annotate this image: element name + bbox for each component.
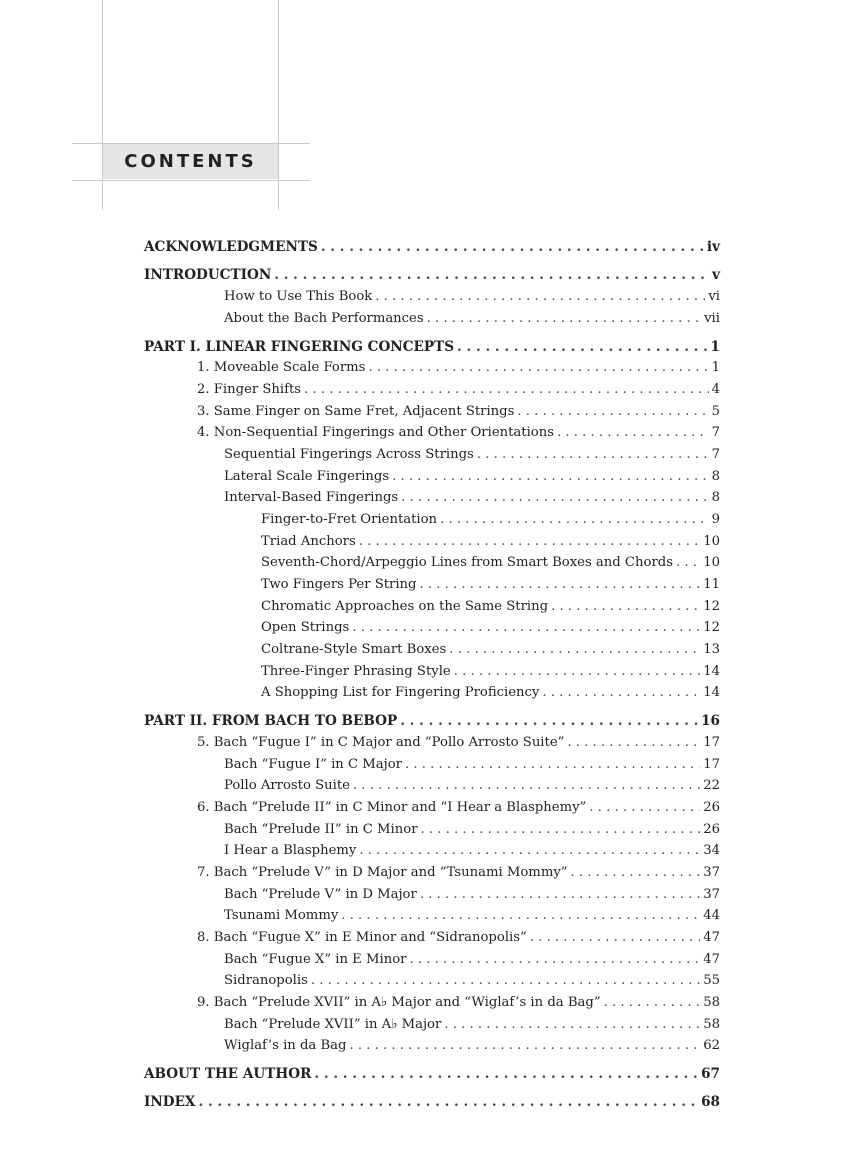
toc-entry-title: Bach “Prelude V” in D Major xyxy=(224,887,417,902)
toc-entry-title: ACKNOWLEDGMENTS xyxy=(144,239,318,255)
toc-entry xyxy=(144,337,720,357)
toc-entry xyxy=(224,906,720,926)
toc-entry xyxy=(261,553,720,573)
toc-entry-page: 10 xyxy=(703,534,720,549)
toc-entry-page: 7 xyxy=(711,447,720,462)
dot-leader xyxy=(375,287,705,307)
toc-entry-page: vii xyxy=(704,311,720,326)
toc-entry xyxy=(197,863,720,883)
dot-leader xyxy=(352,618,700,638)
dot-leader xyxy=(449,640,700,660)
toc-entry-title: Triad Anchors xyxy=(261,534,356,549)
dot-leader xyxy=(401,488,708,508)
toc-entry xyxy=(224,776,720,796)
toc-entry-title: Lateral Scale Fingerings xyxy=(224,469,390,484)
toc-entry xyxy=(224,885,720,905)
toc-entry-page: 67 xyxy=(701,1066,720,1082)
toc-entry-title: Two Fingers Per String xyxy=(261,577,417,592)
toc-entry-title: 2. Finger Shifts xyxy=(197,382,302,397)
toc-entry xyxy=(197,402,720,422)
toc-entry xyxy=(224,971,720,991)
toc-entry xyxy=(197,380,720,400)
dot-leader xyxy=(676,553,700,573)
toc-entry xyxy=(261,575,720,595)
dot-leader xyxy=(427,309,701,329)
toc-entry-page: 8 xyxy=(711,469,720,484)
toc-entry xyxy=(197,358,720,378)
toc-entry-page: 37 xyxy=(703,887,720,902)
dot-leader xyxy=(589,798,700,818)
toc-entry-title: Bach “Fugue I” in C Major xyxy=(224,757,402,772)
toc-entry xyxy=(197,423,720,443)
toc-entry-title: 8. Bach “Fugue X” in E Minor and “Sidranopolis” xyxy=(197,930,527,945)
toc-entry-title: Chromatic Approaches on the Same String xyxy=(261,599,549,614)
toc-entry-page: 22 xyxy=(703,778,720,793)
toc-entry-page: 37 xyxy=(703,865,720,880)
toc-entry-title: Wiglaf’s in da Bag xyxy=(224,1038,347,1053)
toc-entry-page: 4 xyxy=(711,382,720,397)
dot-leader xyxy=(353,776,700,796)
toc-entry xyxy=(224,467,720,487)
dot-leader xyxy=(409,950,700,970)
dot-leader xyxy=(349,1036,700,1056)
dot-leader xyxy=(420,575,701,595)
toc-entry xyxy=(261,640,720,660)
toc-entry-page: 11 xyxy=(703,577,720,592)
toc-entry xyxy=(261,618,720,638)
toc-entry-title: 5. Bach “Fugue I” in C Major and “Pollo Arrosto Suite” xyxy=(197,735,565,750)
dot-leader xyxy=(421,820,701,840)
toc-entry xyxy=(224,488,720,508)
toc-entry-page: 1 xyxy=(711,360,720,375)
toc-entry-page: iv xyxy=(706,239,720,255)
dot-leader xyxy=(454,662,701,682)
toc-entry xyxy=(224,1015,720,1035)
toc-entry xyxy=(197,733,720,753)
toc-entry-page: 17 xyxy=(703,735,720,750)
toc-entry-page: 47 xyxy=(703,930,720,945)
toc-entry xyxy=(261,597,720,617)
toc-entry xyxy=(261,532,720,552)
toc-entry xyxy=(261,662,720,682)
toc-entry xyxy=(144,237,720,257)
dot-leader xyxy=(359,841,700,861)
toc-entry xyxy=(224,841,720,861)
toc-entry-title: Seventh-Chord/Arpeggio Lines from Smart Boxes and Chords xyxy=(261,555,673,570)
toc-entry-title: Pollo Arrosto Suite xyxy=(224,778,350,793)
toc-entry-title: 6. Bach “Prelude II” in C Minor and “I Hear a Blasphemy” xyxy=(197,800,587,815)
toc-entry-title: PART II. FROM BACH TO BEBOP xyxy=(144,713,398,729)
dot-leader xyxy=(477,445,709,465)
toc-entry-title: 3. Same Finger on Same Fret, Adjacent Strings xyxy=(197,404,515,419)
toc-entry-title: Interval-Based Fingerings xyxy=(224,490,399,505)
toc-entry-page: 5 xyxy=(711,404,720,419)
toc-entry-title: Coltrane-Style Smart Boxes xyxy=(261,642,447,657)
toc-entry-title: Sequential Fingerings Across Strings xyxy=(224,447,474,462)
toc-entry-title: 7. Bach “Prelude V” in D Major and “Tsunami Mommy” xyxy=(197,865,568,880)
dot-leader xyxy=(444,1015,700,1035)
toc-entry-page: 7 xyxy=(711,425,720,440)
toc-entry-page: 47 xyxy=(703,952,720,967)
dot-leader xyxy=(321,237,704,257)
toc-entry-page: 58 xyxy=(703,1017,720,1032)
dot-leader xyxy=(530,928,700,948)
toc-entry xyxy=(144,1064,720,1084)
dot-leader xyxy=(274,265,709,285)
toc-entry xyxy=(261,683,720,703)
dot-leader xyxy=(311,971,700,991)
toc-entry-page: 44 xyxy=(703,908,720,923)
toc-entry-title: Tsunami Mommy xyxy=(224,908,339,923)
toc-entry xyxy=(224,445,720,465)
toc-entry-title: I Hear a Blasphemy xyxy=(224,843,357,858)
dot-leader xyxy=(542,683,700,703)
toc-entry-page: 17 xyxy=(703,757,720,772)
toc-entry-title: Sidranopolis xyxy=(224,973,308,988)
toc-entry-title: Finger-to-Fret Orientation xyxy=(261,512,438,527)
toc-entry-page: 1 xyxy=(710,339,720,355)
toc-entry-title: PART I. LINEAR FINGERING CONCEPTS xyxy=(144,339,455,355)
toc-entry-title: 9. Bach “Prelude XVII” in A♭ Major and “Wiglaf’s in da Bag” xyxy=(197,995,601,1010)
toc-entry xyxy=(224,309,720,329)
toc-entry xyxy=(144,1092,720,1112)
toc-entry xyxy=(144,711,720,731)
toc-entry-page: 14 xyxy=(703,685,720,700)
toc-entry-title: Bach “Prelude XVII” in A♭ Major xyxy=(224,1017,442,1032)
dot-leader xyxy=(198,1092,698,1112)
toc-entry-title: About the Bach Performances xyxy=(224,311,424,326)
dot-leader xyxy=(457,337,707,357)
toc-entry-page: 9 xyxy=(711,512,720,527)
dot-leader xyxy=(359,532,700,552)
dot-leader xyxy=(400,711,698,731)
dot-leader xyxy=(368,358,708,378)
toc-entry xyxy=(261,510,720,530)
dot-leader xyxy=(604,993,701,1013)
dot-leader xyxy=(420,885,700,905)
toc-entry-page: vi xyxy=(708,289,720,304)
toc-entry-page: 10 xyxy=(703,555,720,570)
dot-leader xyxy=(571,863,701,883)
toc-entry xyxy=(197,798,720,818)
toc-entry xyxy=(144,265,720,285)
toc-entry xyxy=(224,950,720,970)
toc-entry xyxy=(224,755,720,775)
dot-leader xyxy=(567,733,700,753)
dot-leader xyxy=(517,402,708,422)
toc-entry-page: 26 xyxy=(703,822,720,837)
toc-entry-page: 13 xyxy=(703,642,720,657)
toc-entry-page: 55 xyxy=(703,973,720,988)
toc-entry-page: 34 xyxy=(703,843,720,858)
toc-entry-page: v xyxy=(712,267,720,283)
dot-leader xyxy=(557,423,709,443)
toc-entry-title: INDEX xyxy=(144,1094,196,1110)
toc-entry-page: 14 xyxy=(703,664,720,679)
toc-entry-page: 8 xyxy=(711,490,720,505)
toc-entry-title: Open Strings xyxy=(261,620,350,635)
toc-entry xyxy=(197,928,720,948)
dot-leader xyxy=(304,380,709,400)
toc-entry-page: 12 xyxy=(703,599,720,614)
page-title: CONTENTS xyxy=(124,151,257,172)
toc-entry-title: Three-Finger Phrasing Style xyxy=(261,664,451,679)
toc-entry-title: INTRODUCTION xyxy=(144,267,272,283)
dot-leader xyxy=(405,755,700,775)
toc-entry xyxy=(224,1036,720,1056)
toc-entry-page: 26 xyxy=(703,800,720,815)
toc-entry xyxy=(197,993,720,1013)
toc-entry-page: 12 xyxy=(703,620,720,635)
toc-entry-title: How to Use This Book xyxy=(224,289,373,304)
toc-entry-page: 68 xyxy=(701,1094,720,1110)
toc-entry-title: 1. Moveable Scale Forms xyxy=(197,360,366,375)
toc-entry xyxy=(224,287,720,307)
dot-leader xyxy=(314,1064,698,1084)
toc-entry xyxy=(224,820,720,840)
toc-entry-title: A Shopping List for Fingering Proficiency xyxy=(261,685,540,700)
dot-leader xyxy=(551,597,700,617)
toc-entry-page: 62 xyxy=(703,1038,720,1053)
dot-leader xyxy=(341,906,700,926)
toc-entry-title: Bach “Fugue X” in E Minor xyxy=(224,952,407,967)
toc-entry-page: 16 xyxy=(701,713,720,729)
dot-leader xyxy=(392,467,708,487)
toc-entry-title: 4. Non-Sequential Fingerings and Other Orientations xyxy=(197,425,554,440)
toc-entry-title: Bach “Prelude II” in C Minor xyxy=(224,822,418,837)
toc-entry-title: ABOUT THE AUTHOR xyxy=(144,1066,312,1082)
dot-leader xyxy=(440,510,709,530)
toc-entry-page: 58 xyxy=(703,995,720,1010)
